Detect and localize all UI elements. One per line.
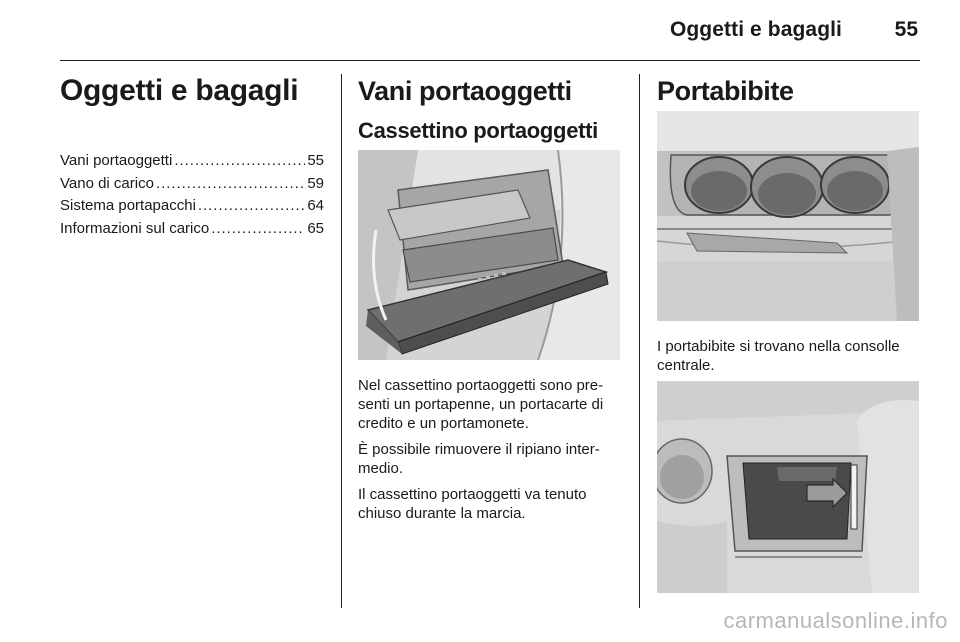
- toc-entry[interactable]: [60, 218, 324, 241]
- section-title-cupholders: Portabibite: [657, 76, 794, 106]
- glovebox-illustration: [358, 150, 620, 360]
- toc-entry-label: Sistema portapacchi: [60, 197, 196, 214]
- toc-entry-label: Vani portaoggetti: [60, 152, 173, 169]
- toc-leader-dots: [211, 218, 305, 241]
- toc-entry-label: Vano di carico: [60, 174, 154, 192]
- console-illustration: [657, 381, 919, 593]
- paragraph: È possibile rimuovere il ripiano inter- medio.: [358, 441, 600, 477]
- toc-entry-page: 64: [307, 197, 324, 214]
- cupholders-description: I portabibite si trovano nella consolle centrale.: [657, 338, 900, 374]
- toc-entry-page: 65: [307, 219, 324, 237]
- watermark: carmanualsonline.info: [723, 608, 948, 633]
- toc-entry[interactable]: [60, 150, 324, 173]
- toc-entry[interactable]: [60, 195, 324, 218]
- page-number: 55: [894, 18, 918, 41]
- toc-leader-dots: [156, 173, 305, 196]
- column-divider-right: [639, 74, 640, 608]
- paragraph: Il cassettino portaoggetti va tenuto chiuso durante la marcia.: [358, 486, 587, 522]
- chapter-title: Oggetti e bagagli: [60, 74, 299, 107]
- running-header-title: Oggetti e bagagli: [669, 18, 842, 41]
- table-of-contents: [60, 150, 324, 240]
- toc-entry-page: 59: [307, 174, 324, 192]
- toc-entry-label: Informazioni sul carico: [60, 219, 210, 237]
- section-title-storage: Vani portaoggetti: [358, 76, 572, 106]
- cupholders-illustration: [657, 111, 919, 321]
- toc-entry-page: 55: [307, 152, 324, 169]
- column-divider-left: [341, 74, 342, 608]
- toc-leader-dots: [174, 150, 305, 173]
- paragraph: Nel cassettino portaoggetti sono pre- senti un portapenne, un portacarte di credito e un portamonete.: [358, 377, 604, 432]
- toc-leader-dots: [198, 195, 305, 218]
- header-rule: [60, 60, 920, 61]
- subsection-title-glovebox: Cassettino portaoggetti: [358, 118, 598, 143]
- glovebox-description: [358, 376, 626, 530]
- toc-entry[interactable]: [60, 173, 324, 196]
